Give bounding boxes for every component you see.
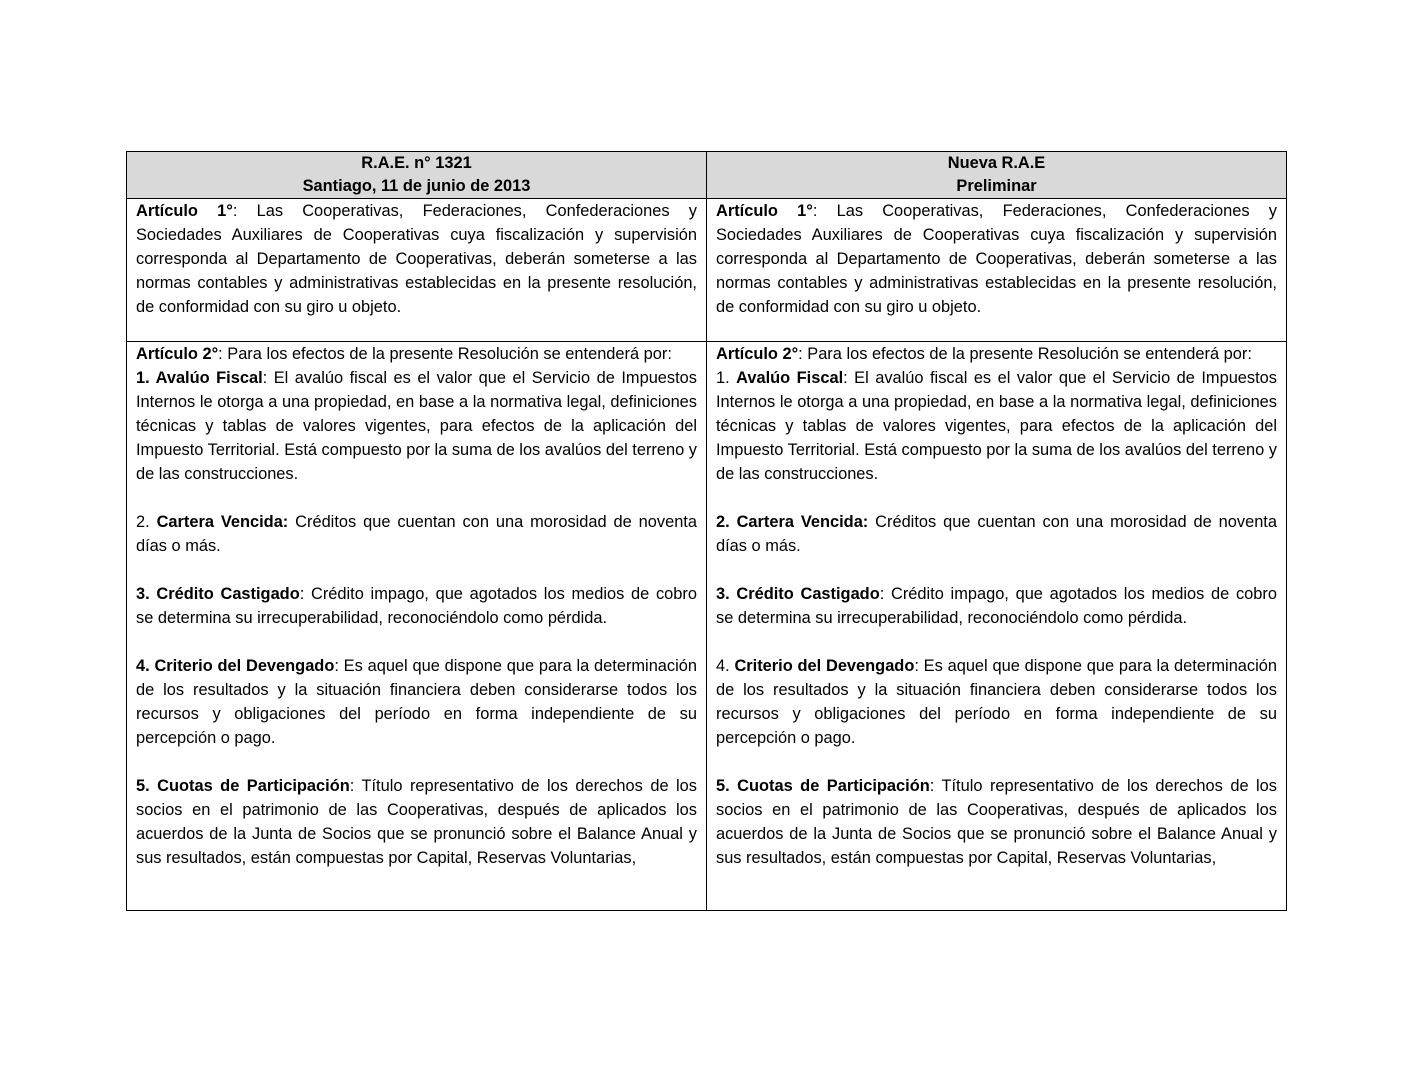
right-articulo-2-cell — [707, 342, 1287, 911]
left-articulo-1-text: : Las Cooperativas, Federaciones, Confederaciones y Sociedades Auxiliares de Cooperativas cuya fiscalización y supervisión corresponda al Departamento de Cooperativas, deberán someterse a las normas contables y administrativas establecidas en la presente resolución, de conformidad con su giro u objeto. — [136, 202, 697, 316]
left-definition-2-text: Créditos que cuentan con una morosidad de noventa días o más. — [136, 513, 697, 555]
right-definition-3-text: : Crédito impago, que agotados los medios de cobro se determina su irrecuperabilidad, reconociéndolo como pérdida. — [716, 585, 1277, 627]
left-definition-5-text: : Título representativo de los derechos de los socios en el patrimonio de las Cooperativas, después de aplicados los acuerdos de la Junta de Socios que se pronunció sobre el Balance Anual y sus resultados, están compuestas por Capital, Reservas Voluntarias, — [136, 777, 697, 867]
left-definition-1-number: 1. — [136, 369, 156, 387]
left-articulo-2-title: Artículo 2° — [136, 345, 219, 363]
left-definition-5 — [136, 774, 697, 870]
left-articulo-2-cell — [127, 342, 707, 911]
right-definition-5-term: Cuotas de Participación — [737, 777, 930, 795]
right-definition-4-term: Criterio del Devengado — [734, 657, 915, 675]
left-header-date: Santiago, 11 de junio de 2013 — [302, 177, 531, 195]
left-definition-3-text: : Crédito impago, que agotados los medios de cobro se determina su irrecuperabilidad, reconociéndolo como pérdida. — [136, 585, 697, 627]
left-definition-3 — [136, 582, 697, 630]
right-definition-2 — [716, 510, 1277, 558]
left-definition-3-term: Crédito Castigado — [156, 585, 300, 603]
right-articulo-2-title: Artículo 2° — [716, 345, 799, 363]
left-definition-2-number: 2. — [136, 513, 157, 531]
right-definition-4-text: : Es aquel que dispone que para la determinación de los resultados y la situación financiera deben considerarse todos los recursos y obligaciones del período en forma independiente de su percepción o pago. — [716, 657, 1277, 747]
left-articulo-2-intro-text: : Para los efectos de la presente Resolución se entenderá por: — [218, 345, 672, 363]
right-articulo-2-intro — [716, 342, 1277, 366]
right-definition-5-number: 5. — [716, 777, 738, 795]
right-articulo-1-paragraph — [716, 199, 1277, 319]
left-definition-5-term: Cuotas de Participación — [157, 777, 350, 795]
right-header-title: Nueva R.A.E — [947, 154, 1046, 172]
left-articulo-2-intro — [136, 342, 697, 366]
left-articulo-1-paragraph — [136, 199, 697, 319]
right-definition-2-term: Cartera Vencida: — [736, 513, 869, 531]
left-definition-2 — [136, 510, 697, 558]
left-articulo-1-title: Artículo 1° — [136, 202, 233, 220]
left-definition-1 — [136, 366, 697, 486]
right-definition-1-term: Avalúo Fiscal — [736, 369, 844, 387]
right-column-header — [707, 152, 1287, 199]
comparison-table — [126, 151, 1287, 911]
right-definition-1-text: : El avalúo fiscal es el valor que el Servicio de Impuestos Internos le otorga a una propiedad, en base a la normativa legal, definiciones técnicas y tablas de valores vigentes, para efectos de la aplicación del Impuesto Territorial. Está compuesto por la suma de los avalúos del terreno y de las construcciones. — [716, 369, 1277, 483]
right-definition-1-number: 1. — [716, 369, 737, 387]
right-definition-3-term: Crédito Castigado — [736, 585, 880, 603]
right-definition-5 — [716, 774, 1277, 870]
left-definition-4-text: : Es aquel que dispone que para la determinación de los resultados y la situación financiera deben considerarse todos los recursos y obligaciones del período en forma independiente de su percepción o pago. — [136, 657, 697, 747]
table-row-articulo-1 — [127, 199, 1287, 342]
left-definition-2-term: Cartera Vencida: — [156, 513, 289, 531]
left-definition-1-text: : El avalúo fiscal es el valor que el Servicio de Impuestos Internos le otorga a una propiedad, en base a la normativa legal, definiciones técnicas y tablas de valores vigentes, para efectos de la aplicación del Impuesto Territorial. Está compuesto por la suma de los avalúos del terreno y de las construcciones. — [136, 369, 697, 483]
left-articulo-1-cell — [127, 199, 707, 342]
left-definition-1-term: Avalúo Fiscal — [155, 369, 263, 387]
left-column-header — [127, 152, 707, 199]
table-header-row — [127, 152, 1287, 199]
left-definition-4 — [136, 654, 697, 750]
right-definition-1 — [716, 366, 1277, 486]
right-definition-5-text: : Título representativo de los derechos de los socios en el patrimonio de las Cooperativas, después de aplicados los acuerdos de la Junta de Socios que se pronunció sobre el Balance Anual y sus resultados, están compuestas por Capital, Reservas Voluntarias, — [716, 777, 1277, 867]
right-definition-3 — [716, 582, 1277, 630]
right-articulo-1-text: : Las Cooperativas, Federaciones, Confederaciones y Sociedades Auxiliares de Cooperativas cuya fiscalización y supervisión corresponda al Departamento de Cooperativas, deberán someterse a las normas contables y administrativas establecidas en la presente resolución, de conformidad con su giro u objeto. — [716, 202, 1277, 316]
right-definition-4 — [716, 654, 1277, 750]
right-definition-2-number: 2. — [716, 513, 737, 531]
left-definition-4-term: Criterio del Devengado — [154, 657, 335, 675]
left-header-title: R.A.E. n° 1321 — [361, 154, 472, 172]
left-definition-3-number: 3. — [136, 585, 157, 603]
right-articulo-2-intro-text: : Para los efectos de la presente Resolución se entenderá por: — [798, 345, 1252, 363]
left-definition-5-number: 5. — [136, 777, 158, 795]
right-definition-4-number: 4. — [716, 657, 735, 675]
right-header-status: Preliminar — [956, 177, 1037, 195]
table-row-articulo-2 — [127, 342, 1287, 911]
right-articulo-1-title: Artículo 1° — [716, 202, 813, 220]
right-articulo-1-cell — [707, 199, 1287, 342]
right-definition-3-number: 3. — [716, 585, 737, 603]
right-definition-2-text: Créditos que cuentan con una morosidad de noventa días o más. — [716, 513, 1277, 555]
left-definition-4-number: 4. — [136, 657, 155, 675]
